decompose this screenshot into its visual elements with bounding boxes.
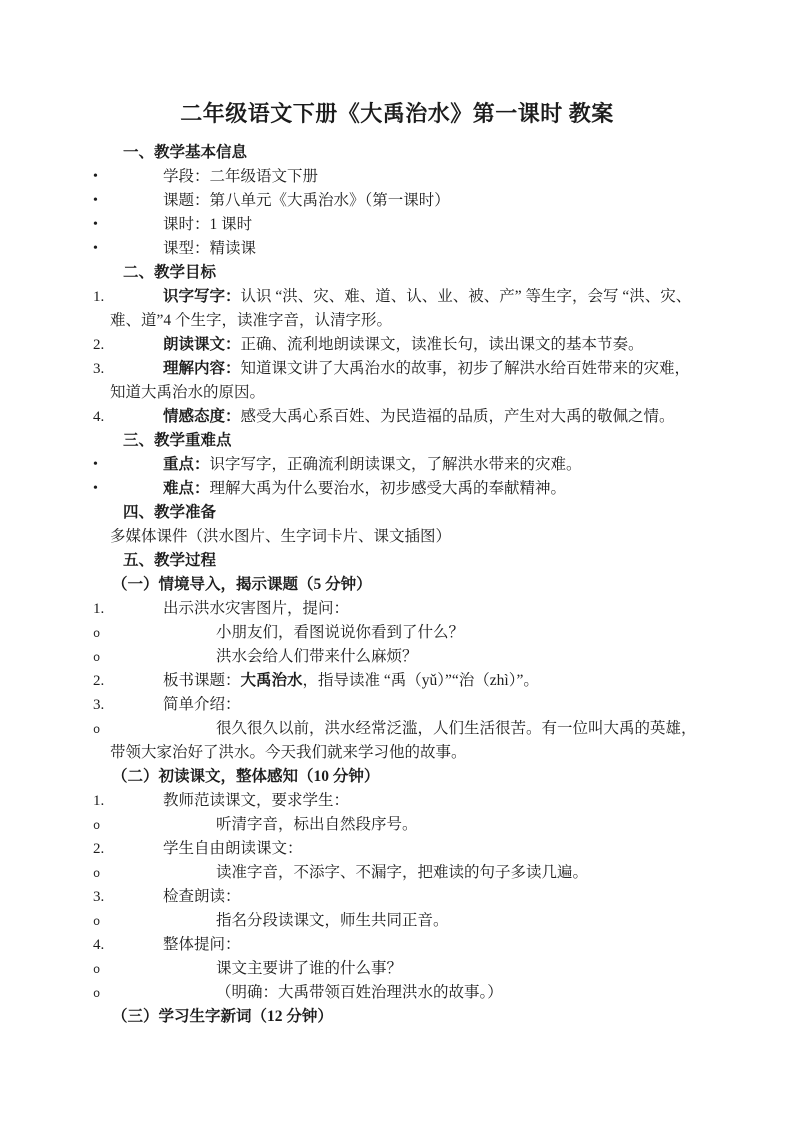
list-bullet-marker: o	[93, 819, 101, 833]
heading-row	[0, 501, 794, 525]
text-line: 课文主要讲了谁的什么事？	[216, 960, 403, 977]
bullet-row	[0, 453, 794, 477]
list-number-marker: 3.	[93, 889, 105, 905]
list-number-marker: 4.	[93, 409, 105, 425]
list-bullet-marker: o	[93, 987, 101, 1001]
list-bullet-marker: o	[93, 627, 101, 641]
subbullet-row	[0, 861, 794, 885]
heading-row	[0, 141, 794, 165]
list-number-marker: 3.	[93, 361, 105, 377]
numbered-row	[0, 789, 794, 813]
heading-row	[0, 261, 794, 285]
list-number-marker: 1.	[93, 289, 105, 305]
text-line: （二）初读课文，整体感知（10 分钟）	[112, 768, 380, 785]
list-number-marker: 3.	[93, 697, 105, 713]
text-line: 五、教学过程	[123, 552, 217, 569]
plain-row	[0, 525, 794, 549]
numbered-row	[0, 597, 794, 621]
list-number-marker: 4.	[93, 937, 105, 953]
list-bullet-marker: •	[93, 169, 98, 184]
text-line: （三）学习生字新词（12 分钟）	[112, 1008, 333, 1025]
list-number-marker: 1.	[93, 793, 105, 809]
bullet-row	[0, 477, 794, 501]
text-line: 学生自由朗读课文：	[163, 840, 303, 857]
bullet-row	[0, 213, 794, 237]
numbered-row	[0, 285, 794, 333]
subbullet-row	[0, 909, 794, 933]
numbered-row	[0, 357, 794, 405]
text-line: 检查朗读：	[163, 888, 241, 905]
text-line: 出示洪水灾害图片，提问：	[163, 600, 350, 617]
list-number-marker: 2.	[93, 841, 105, 857]
text-line: 二、教学目标	[123, 264, 217, 281]
document-body	[0, 129, 794, 1029]
list-bullet-marker: o	[93, 963, 101, 977]
text-line: 识字写字：认识 “洪、灾、难、道、认、业、被、产” 等生字，会写 “洪、灾、难、道”4 个生字，读准字音，认清字形。	[110, 288, 692, 329]
numbered-row	[0, 333, 794, 357]
text-line: 课型：精读课	[163, 240, 257, 257]
text-line: 读准字音，不添字、不漏字，把难读的句子多读几遍。	[216, 864, 589, 881]
list-number-marker: 1.	[93, 601, 105, 617]
text-line: 听清字音，标出自然段序号。	[216, 816, 418, 833]
text-line: （明确：大禹带领百姓治理洪水的故事。）	[216, 984, 503, 1001]
text-line: 三、教学重难点	[123, 432, 232, 449]
text-line: 简单介绍：	[163, 696, 241, 713]
list-bullet-marker: •	[93, 241, 98, 256]
numbered-row	[0, 837, 794, 861]
numbered-row	[0, 693, 794, 717]
text-line: 四、教学准备	[123, 504, 217, 521]
text-line: 重点：识字写字，正确流利朗读课文，了解洪水带来的灾难。	[163, 456, 582, 473]
subbullet-row	[0, 717, 794, 765]
bullet-row	[0, 237, 794, 261]
subbullet-row	[0, 981, 794, 1005]
list-bullet-marker: •	[93, 481, 98, 496]
list-bullet-marker: •	[93, 457, 98, 472]
text-line: 洪水会给人们带来什么麻烦？	[216, 648, 418, 665]
bullet-row	[0, 165, 794, 189]
subheading-row	[0, 1005, 794, 1029]
numbered-row	[0, 885, 794, 909]
page-title: 二年级语文下册《大禹治水》第一课时 教案	[180, 101, 614, 126]
subbullet-row	[0, 813, 794, 837]
text-line: 整体提问：	[163, 936, 241, 953]
subheading-row	[0, 573, 794, 597]
bullet-row	[0, 189, 794, 213]
list-number-marker: 2.	[93, 337, 105, 353]
subbullet-row	[0, 621, 794, 645]
list-bullet-marker: •	[93, 193, 98, 208]
text-line: 学段：二年级语文下册	[163, 168, 319, 185]
numbered-row	[0, 405, 794, 429]
numbered-row	[0, 933, 794, 957]
text-line: 多媒体课件（洪水图片、生字词卡片、课文插图）	[110, 528, 452, 545]
text-line: 很久很久以前，洪水经常泛滥，人们生活很苦。有一位叫大禹的英雄，带领大家治好了洪水。今天我们就来学习他的故事。	[110, 720, 697, 761]
list-bullet-marker: o	[93, 651, 101, 665]
text-line: （一）情境导入，揭示课题（5 分钟）	[112, 576, 372, 593]
text-line: 朗读课文：正确、流利地朗读课文，读准长句，读出课文的基本节奏。	[163, 336, 644, 353]
subbullet-row	[0, 645, 794, 669]
subbullet-row	[0, 957, 794, 981]
text-line: 小朋友们，看图说说你看到了什么？	[216, 624, 465, 641]
list-bullet-marker: o	[93, 867, 101, 881]
text-line: 一、教学基本信息	[123, 144, 248, 161]
text-line: 课时：1 课时	[163, 216, 253, 233]
list-bullet-marker: o	[93, 723, 101, 737]
text-line: 理解内容：知道课文讲了大禹治水的故事，初步了解洪水给百姓带来的灾难，知道大禹治水的原因。	[110, 360, 691, 401]
text-line: 难点：理解大禹为什么要治水，初步感受大禹的奉献精神。	[163, 480, 567, 497]
subheading-row	[0, 765, 794, 789]
heading-row	[0, 429, 794, 453]
heading-row	[0, 549, 794, 573]
text-line: 课题：第八单元《大禹治水》（第一课时）	[163, 192, 450, 209]
list-number-marker: 2.	[93, 673, 105, 689]
text-line: 板书课题：大禹治水，指导读准 “禹（yǔ）”“治（zhì）”。	[163, 672, 539, 689]
list-bullet-marker: o	[93, 915, 101, 929]
numbered-row	[0, 669, 794, 693]
text-line: 指名分段读课文，师生共同正音。	[216, 912, 449, 929]
text-line: 情感态度：感受大禹心系百姓、为民造福的品质，产生对大禹的敬佩之情。	[163, 408, 675, 425]
text-line: 教师范读课文，要求学生：	[163, 792, 350, 809]
list-bullet-marker: •	[93, 217, 98, 232]
